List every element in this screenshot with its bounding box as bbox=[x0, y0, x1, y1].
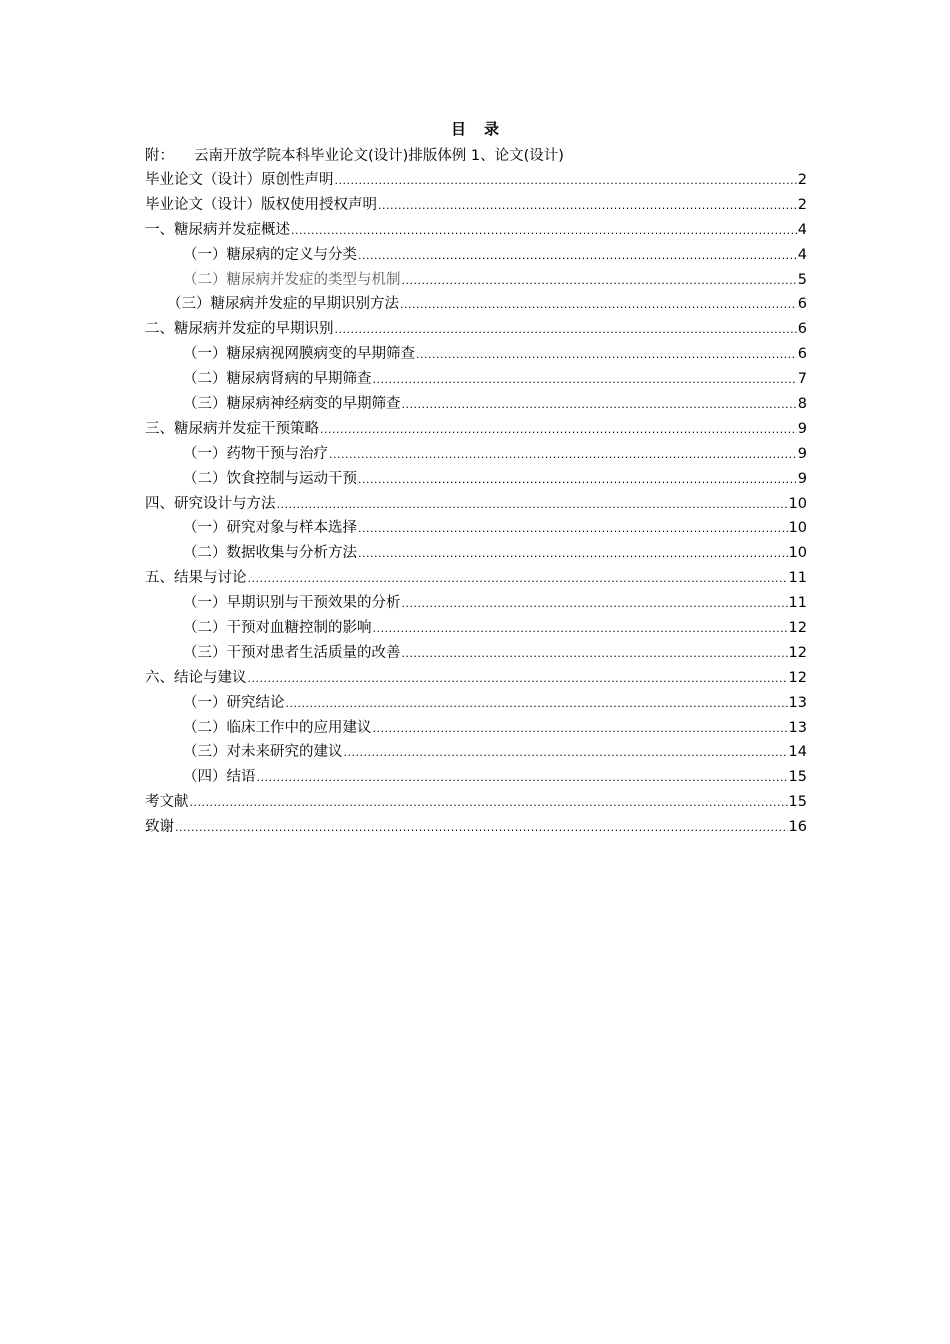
toc-entry-page: 10 bbox=[788, 495, 807, 512]
toc-entry-page: 6 bbox=[797, 346, 807, 363]
toc-entry[interactable] bbox=[145, 243, 807, 268]
toc-entry[interactable] bbox=[145, 691, 807, 716]
toc-leader-dots bbox=[344, 741, 788, 766]
toc-entry-label: 四、研究设计与方法 bbox=[145, 495, 276, 512]
toc-entry[interactable] bbox=[145, 566, 807, 591]
toc-leader-dots bbox=[335, 169, 797, 194]
toc-entry-label: 致谢 bbox=[145, 819, 174, 836]
toc-entry-page: 2 bbox=[797, 196, 807, 213]
toc-entry-label: 考文献 bbox=[145, 794, 189, 811]
toc-leader-dots bbox=[248, 667, 788, 692]
toc-leader-dots bbox=[286, 692, 788, 717]
toc-entry-label: （二）糖尿病并发症的类型与机制 bbox=[183, 271, 401, 288]
toc-entry[interactable] bbox=[145, 541, 807, 566]
toc-entry-label: （三）糖尿病神经病变的早期筛查 bbox=[183, 396, 401, 413]
toc-entry[interactable] bbox=[145, 218, 807, 243]
toc-leader-dots bbox=[402, 592, 788, 617]
toc-entry[interactable] bbox=[145, 591, 807, 616]
toc-title-char-1: 目 bbox=[450, 120, 466, 138]
toc-entry-page: 14 bbox=[788, 744, 807, 761]
toc-entry-label: （一）研究结论 bbox=[183, 694, 285, 711]
toc-entry[interactable] bbox=[145, 317, 807, 342]
toc-leader-dots bbox=[402, 269, 797, 294]
toc-entry-page: 9 bbox=[797, 420, 807, 437]
toc-entry[interactable] bbox=[145, 716, 807, 741]
toc-entry-page: 13 bbox=[788, 694, 807, 711]
toc-entry-page: 13 bbox=[788, 719, 807, 736]
toc-entry-page: 6 bbox=[797, 321, 807, 338]
toc-title-char-2: 录 bbox=[484, 120, 500, 138]
toc-leader-dots bbox=[402, 642, 788, 667]
toc-entry-label: （二）临床工作中的应用建议 bbox=[183, 719, 372, 736]
toc-entry[interactable] bbox=[145, 417, 807, 442]
toc-entry-page: 7 bbox=[797, 371, 807, 388]
appendix-text: 云南开放学院本科毕业论文(设计)排版体例 1、论文(设计) bbox=[194, 148, 564, 164]
toc-entry[interactable] bbox=[145, 666, 807, 691]
toc-leader-dots bbox=[400, 293, 797, 318]
toc-entry-label: （三）对未来研究的建议 bbox=[183, 744, 343, 761]
toc-entry[interactable] bbox=[145, 516, 807, 541]
toc-entry[interactable] bbox=[145, 442, 807, 467]
toc-entry-label: （二）糖尿病肾病的早期筛查 bbox=[183, 371, 372, 388]
toc-entry-page: 15 bbox=[788, 794, 807, 811]
toc-entry-page: 5 bbox=[797, 271, 807, 288]
toc-leader-dots bbox=[373, 617, 788, 642]
toc-leader-dots bbox=[358, 468, 797, 493]
toc-title bbox=[0, 118, 950, 139]
toc-entry-page: 12 bbox=[788, 620, 807, 637]
toc-entry-page: 9 bbox=[797, 445, 807, 462]
toc-entry-label: （二）饮食控制与运动干预 bbox=[183, 470, 357, 487]
toc-leader-dots bbox=[373, 717, 788, 742]
toc-entry-label: 毕业论文（设计）版权使用授权声明 bbox=[145, 196, 377, 213]
toc-entry-page: 4 bbox=[797, 221, 807, 238]
toc-entry-label: （二）干预对血糖控制的影响 bbox=[183, 620, 372, 637]
toc-entry[interactable] bbox=[145, 740, 807, 765]
toc-entry[interactable] bbox=[145, 292, 807, 317]
toc-entry-page: 6 bbox=[797, 296, 807, 313]
toc-entry-page: 10 bbox=[788, 545, 807, 562]
toc-entry-label: 一、糖尿病并发症概述 bbox=[145, 221, 290, 238]
toc-leader-dots bbox=[257, 766, 788, 791]
toc-leader-dots bbox=[358, 244, 797, 269]
appendix-line bbox=[145, 144, 564, 165]
toc-entry-page: 12 bbox=[788, 644, 807, 661]
toc-entry-page: 15 bbox=[788, 769, 807, 786]
toc-entry-page: 2 bbox=[797, 172, 807, 188]
toc-entry-page: 8 bbox=[797, 396, 807, 413]
toc-entry-label: 二、糖尿病并发症的早期识别 bbox=[145, 321, 334, 338]
toc-entry-label: （一）早期识别与干预效果的分析 bbox=[183, 595, 401, 612]
toc-entry-page: 4 bbox=[797, 246, 807, 263]
toc-entry-label: （三）糖尿病并发症的早期识别方法 bbox=[167, 296, 399, 313]
toc-entry[interactable] bbox=[145, 392, 807, 417]
toc-entry-label: （一）药物干预与治疗 bbox=[183, 445, 328, 462]
toc-entry-page: 11 bbox=[788, 595, 807, 612]
toc-entry-label: （二）数据收集与分析方法 bbox=[183, 545, 357, 562]
toc-entry[interactable] bbox=[145, 492, 807, 517]
toc-entry-label: 毕业论文（设计）原创性声明 bbox=[145, 172, 334, 188]
toc-entry-page: 16 bbox=[788, 819, 807, 836]
toc-entry-label: （一）糖尿病视网膜病变的早期筛查 bbox=[183, 346, 415, 363]
toc-leader-dots bbox=[335, 318, 797, 343]
toc-entry[interactable] bbox=[145, 815, 807, 840]
toc-entry[interactable] bbox=[145, 367, 807, 392]
toc-entry[interactable] bbox=[145, 342, 807, 367]
toc-entry[interactable] bbox=[145, 467, 807, 492]
toc-entry[interactable] bbox=[145, 168, 807, 193]
toc-entry[interactable] bbox=[145, 268, 807, 293]
toc-leader-dots bbox=[291, 219, 797, 244]
toc-leader-dots bbox=[358, 542, 788, 567]
toc-entry[interactable] bbox=[145, 641, 807, 666]
toc-list bbox=[145, 168, 807, 840]
toc-entry[interactable] bbox=[145, 193, 807, 218]
toc-leader-dots bbox=[277, 493, 788, 518]
toc-leader-dots bbox=[416, 343, 797, 368]
toc-entry-label: （三）干预对患者生活质量的改善 bbox=[183, 644, 401, 661]
toc-entry-page: 9 bbox=[797, 470, 807, 487]
toc-entry-label: （四）结语 bbox=[183, 769, 256, 786]
toc-entry[interactable] bbox=[145, 616, 807, 641]
toc-entry-label: 六、结论与建议 bbox=[145, 669, 247, 686]
toc-entry[interactable] bbox=[145, 790, 807, 815]
toc-leader-dots bbox=[329, 443, 797, 468]
toc-leader-dots bbox=[378, 194, 797, 219]
toc-entry-label: 三、糖尿病并发症干预策略 bbox=[145, 420, 319, 437]
toc-leader-dots bbox=[402, 393, 797, 418]
toc-leader-dots bbox=[373, 368, 797, 393]
toc-leader-dots bbox=[358, 517, 788, 542]
toc-leader-dots bbox=[320, 418, 797, 443]
toc-entry-label: 五、结果与讨论 bbox=[145, 570, 247, 587]
toc-entry-page: 12 bbox=[788, 669, 807, 686]
toc-entry-label: （一）研究对象与样本选择 bbox=[183, 520, 357, 537]
toc-entry-page: 11 bbox=[788, 570, 807, 587]
appendix-prefix: 附： bbox=[145, 148, 174, 164]
toc-entry-label: （一）糖尿病的定义与分类 bbox=[183, 246, 357, 263]
toc-entry-page: 10 bbox=[788, 520, 807, 537]
toc-leader-dots bbox=[175, 816, 788, 841]
toc-entry[interactable] bbox=[145, 765, 807, 790]
toc-leader-dots bbox=[190, 791, 788, 816]
toc-leader-dots bbox=[248, 567, 788, 592]
